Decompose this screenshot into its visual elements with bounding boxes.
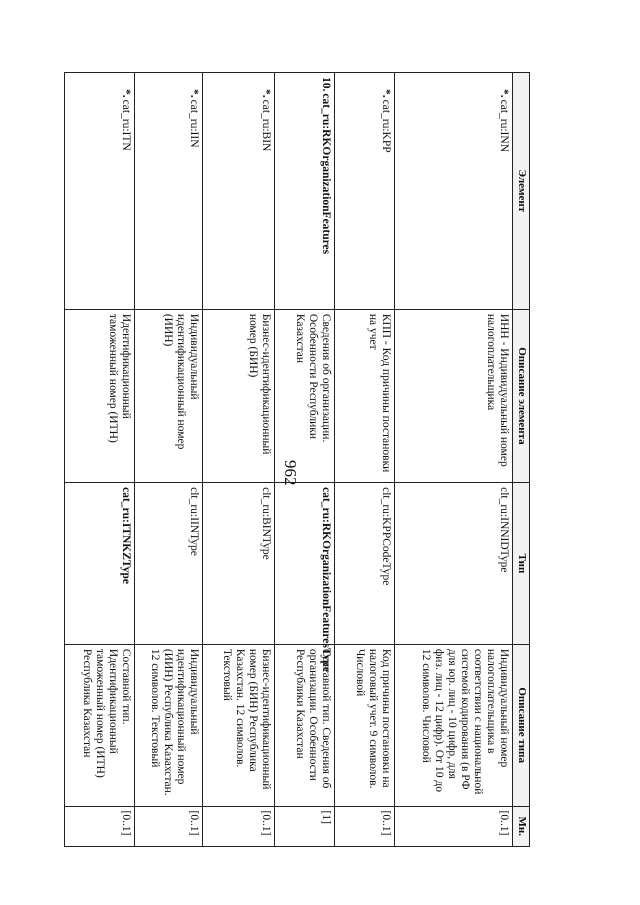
- row-number: 10.: [320, 77, 332, 92]
- element-name: cat_ru:RKOrganizationFeatures: [320, 93, 332, 255]
- header-element: Элемент: [513, 73, 530, 310]
- multiplicity-cell: [0..1]: [335, 806, 395, 846]
- element-name: cat_ru:BIN: [260, 99, 272, 152]
- table-row: [135, 73, 203, 847]
- element-description-cell: Индивидуальный идентификационный номер (ИИН): [135, 309, 203, 482]
- type-description-cell: Бизнес-идентификационный номер (БИН) Республика Казахстан. 12 символов. Текстовый: [203, 644, 275, 806]
- header-type: Тип: [513, 483, 530, 645]
- element-cell: [335, 73, 395, 310]
- rotated-table-area: [81, 72, 530, 847]
- type-cell: cat_ru:RKOrganizationFeaturesType: [275, 483, 335, 645]
- element-cell: [135, 73, 203, 310]
- element-spec-table: [64, 72, 530, 847]
- row-bullet: *.: [380, 89, 392, 98]
- multiplicity-cell: [0..1]: [203, 806, 275, 846]
- element-cell: [65, 73, 135, 310]
- table-row: [335, 73, 395, 847]
- element-name: cat_ru:ITN: [120, 99, 132, 151]
- element-cell: [203, 73, 275, 310]
- type-cell: cat_ru:ITNKZType: [65, 483, 135, 645]
- multiplicity-cell: [1]: [275, 806, 335, 846]
- page-number: 962: [281, 460, 300, 486]
- type-cell: clt_ru:IINType: [135, 483, 203, 645]
- type-cell: clt_ru:INNIDType: [395, 483, 513, 645]
- row-bullet: *.: [188, 89, 200, 98]
- row-bullet: *.: [120, 89, 132, 98]
- type-cell: clt_ru:BINType: [203, 483, 275, 645]
- multiplicity-cell: [0..1]: [135, 806, 203, 846]
- element-name: cat_ru:KPP: [380, 99, 392, 153]
- header-multiplicity: Мн.: [513, 806, 530, 846]
- element-description-cell: Идентификационный таможенный номер (ИТН): [65, 309, 135, 482]
- type-description-cell: Индивидуальный идентификационный номер (ИИН) Республика Казахстан. 12 символов. Текстовый: [135, 644, 203, 806]
- multiplicity-cell: [0..1]: [65, 806, 135, 846]
- table-row-group: [275, 73, 335, 847]
- type-description-cell: Индивидуальный номер налогоплательщика в соответствии с национальной системой кодирования (в РФ для юр. лиц - 10 цифр, для физ. лиц - 12 цифр). От 10 до 12 символов. Числовой: [395, 644, 513, 806]
- header-element-description: Описание элемента: [513, 309, 530, 482]
- table-header-row: [513, 73, 530, 847]
- element-cell: [395, 73, 513, 310]
- type-description-cell: Составной тип. Идентификационный таможенный номер (ИТН) Республика Казахстан: [65, 644, 135, 806]
- type-description-cell: Код причины постановки на налоговый учет. 9 символов. Числовой: [335, 644, 395, 806]
- table-row: [65, 73, 135, 847]
- type-description-cell: Составной тип. Сведения об организации. Особенности Республики Казахстан: [275, 644, 335, 806]
- element-name: cat_ru:INN: [498, 99, 510, 152]
- multiplicity-cell: [0..1]: [395, 806, 513, 846]
- element-description-cell: Бизнес-идентификационный номер (БИН): [203, 309, 275, 482]
- table-row: [203, 73, 275, 847]
- type-cell: clt_ru:KPPCodeType: [335, 483, 395, 645]
- header-type-description: Описание типа: [513, 644, 530, 806]
- row-bullet: *.: [260, 89, 272, 98]
- element-cell: [275, 73, 335, 310]
- element-description-cell: Сведения об организации. Особенности Республики Казахстан: [275, 309, 335, 482]
- table-row: [395, 73, 513, 847]
- row-bullet: *.: [498, 89, 510, 98]
- element-name: cat_ru:IIN: [188, 99, 200, 148]
- element-description-cell: ИНН - Индивидуальный номер налогоплательщика: [395, 309, 513, 482]
- element-description-cell: КПП - Код причины постановки на учет: [335, 309, 395, 482]
